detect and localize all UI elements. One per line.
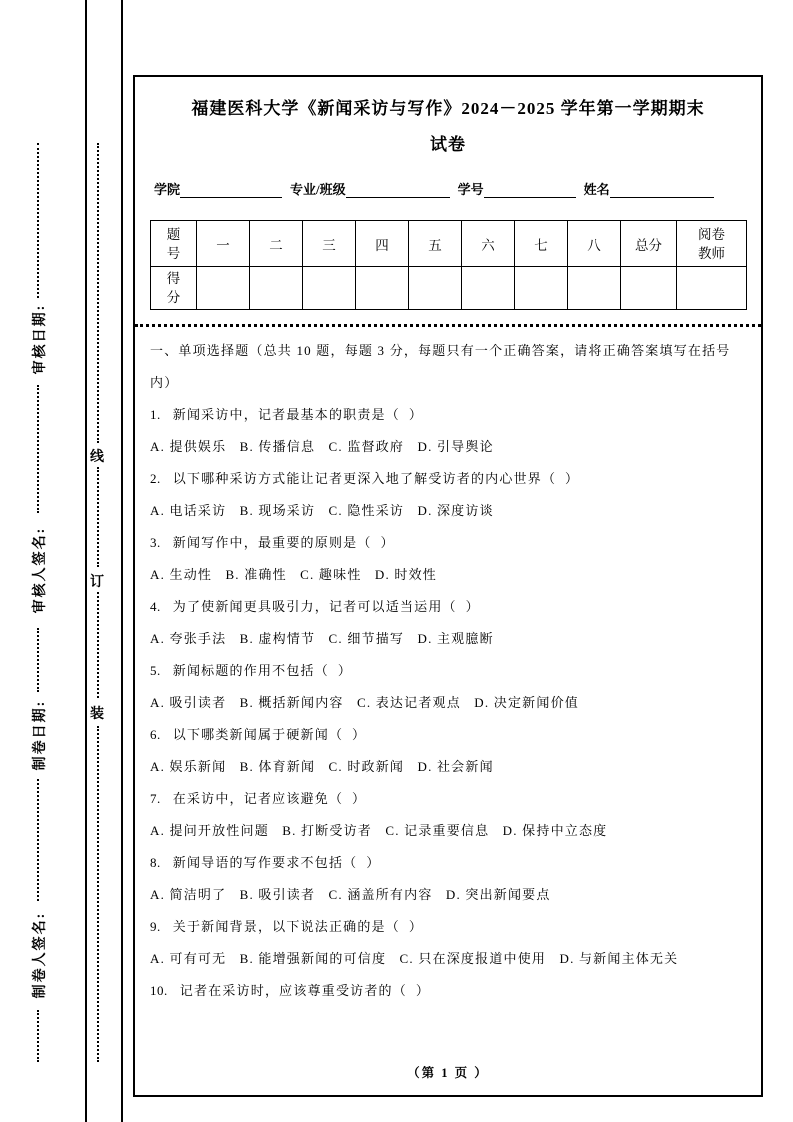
score-col-8: 八 <box>568 221 621 267</box>
major-class-field <box>290 179 450 198</box>
question-text: 新闻写作中，最重要的原则是（ ） <box>172 535 395 550</box>
exam-title <box>150 91 746 163</box>
binding-line-char: 线 <box>90 450 104 465</box>
dotted-line-segment <box>37 779 39 901</box>
score-col-5: 五 <box>409 221 462 267</box>
question-text: 新闻导语的写作要求不包括（ ） <box>172 855 381 870</box>
question-stem <box>150 463 746 495</box>
score-col-total: 总分 <box>621 221 677 267</box>
question-2 <box>150 463 746 527</box>
question-10 <box>150 975 746 1007</box>
question-text: 为了使新闻更具吸引力，记者可以适当运用（ ） <box>172 599 480 614</box>
question-text: 以下哪类新闻属于硬新闻（ ） <box>172 727 367 742</box>
question-text: 记者在采访时，应该尊重受访者的（ ） <box>179 983 431 998</box>
question-number: 5. <box>150 663 161 678</box>
page-number-footer: （第 1 页 ） <box>407 1066 489 1080</box>
binding-line-char: 订 <box>90 575 104 590</box>
question-stem <box>150 975 746 1007</box>
score-table <box>150 220 747 310</box>
exam-title-line1: 福建医科大学《新闻采访与写作》2024－2025 学年第一学期期末 <box>191 99 705 118</box>
question-8 <box>150 847 746 911</box>
question-stem <box>150 591 746 623</box>
seal-label-text: 制卷人签名: <box>33 911 48 999</box>
exam-body <box>150 335 746 1007</box>
score-input-cell <box>621 267 677 310</box>
name-field <box>584 179 714 198</box>
major-class-label: 专业/班级 <box>290 182 346 197</box>
question-stem <box>150 783 746 815</box>
name-label: 姓名 <box>583 182 610 197</box>
seal-label-text: 审核人签名: <box>33 526 48 614</box>
dotted-line-segment <box>37 385 39 513</box>
seal-label-text: 审核日期: <box>33 303 48 375</box>
question-9 <box>150 911 746 975</box>
question-number: 8. <box>150 855 161 870</box>
question-options: A. 电话采访 B. 现场采访 C. 隐性采访 D. 深度访谈 <box>150 503 494 518</box>
question-number: 6. <box>150 727 161 742</box>
question-1 <box>150 399 746 463</box>
question-options: A. 吸引读者 B. 概括新闻内容 C. 表达记者观点 D. 决定新闻价值 <box>150 695 579 710</box>
score-col-3: 三 <box>303 221 356 267</box>
student-info-row <box>154 179 742 198</box>
score-input-cell <box>515 267 568 310</box>
question-stem <box>150 527 746 559</box>
score-input-cell <box>250 267 303 310</box>
question-options: A. 夸张手法 B. 虚构情节 C. 细节描写 D. 主观臆断 <box>150 631 494 646</box>
question-number-header-cell <box>151 221 197 267</box>
score-input-cell <box>356 267 409 310</box>
dotted-line-segment <box>37 628 39 692</box>
score-input-cell <box>462 267 515 310</box>
score-table-header-row <box>151 221 747 267</box>
dotted-line-segment <box>37 143 39 298</box>
question-options: A. 提供娱乐 B. 传播信息 C. 监督政府 D. 引导舆论 <box>150 439 494 454</box>
college-blank <box>180 181 282 198</box>
question-text: 新闻标题的作用不包括（ ） <box>172 663 353 678</box>
question-number: 10. <box>150 983 168 998</box>
exam-title-line2: 试卷 <box>430 135 466 154</box>
question-6 <box>150 719 746 783</box>
question-4 <box>150 591 746 655</box>
dotted-line-segment <box>37 1010 39 1062</box>
seal-rule-line-left <box>85 0 87 1122</box>
dotted-separator <box>135 324 761 327</box>
seal-rule-line-right <box>121 0 123 1122</box>
score-input-cell <box>568 267 621 310</box>
question-options: A. 可有可无 B. 能增强新闻的可信度 C. 只在深度报道中使用 D. 与新闻主体无关 <box>150 951 679 966</box>
question-options: A. 简洁明了 B. 吸引读者 C. 涵盖所有内容 D. 突出新闻要点 <box>150 887 551 902</box>
student-id-label: 学号 <box>457 182 484 197</box>
question-5 <box>150 655 746 719</box>
question-number: 1. <box>150 407 161 422</box>
question-number: 4. <box>150 599 161 614</box>
question-options: A. 娱乐新闻 B. 体育新闻 C. 时政新闻 D. 社会新闻 <box>150 759 494 774</box>
question-7 <box>150 783 746 847</box>
binding-dotted-line <box>97 467 99 567</box>
student-id-field <box>458 179 576 198</box>
score-col-grader: 阅卷教师 <box>677 221 747 267</box>
question-3 <box>150 527 746 591</box>
score-col-7: 七 <box>515 221 568 267</box>
score-input-cell <box>409 267 462 310</box>
question-stem <box>150 655 746 687</box>
exam-sheet <box>133 75 763 1097</box>
seal-label-text: 制卷日期: <box>33 699 48 771</box>
name-blank <box>610 181 714 198</box>
question-number: 3. <box>150 535 161 550</box>
question-text: 新闻采访中，记者最基本的职责是（ ） <box>172 407 424 422</box>
score-col-4: 四 <box>356 221 409 267</box>
score-input-cell <box>303 267 356 310</box>
score-input-cell <box>677 267 747 310</box>
question-stem <box>150 847 746 879</box>
score-col-2: 二 <box>250 221 303 267</box>
major-class-blank <box>346 181 450 198</box>
score-row-header: 得分 <box>166 271 181 305</box>
college-field <box>154 179 282 198</box>
binding-dotted-line <box>97 143 99 443</box>
binding-dotted-line <box>97 592 99 698</box>
score-col-6: 六 <box>462 221 515 267</box>
section1-heading: 一、单项选择题（总共 10 题，每题 3 分，每题只有一个正确答案，请将正确答案填写在括号内） <box>150 343 731 390</box>
score-input-cell <box>197 267 250 310</box>
question-options: A. 生动性 B. 准确性 C. 趣味性 D. 时效性 <box>150 567 437 582</box>
question-stem <box>150 399 746 431</box>
question-number: 9. <box>150 919 161 934</box>
question-options: A. 提问开放性问题 B. 打断受访者 C. 记录重要信息 D. 保持中立态度 <box>150 823 608 838</box>
student-id-blank <box>484 181 576 198</box>
binding-dotted-line <box>97 726 99 1062</box>
question-text: 以下哪种采访方式能让记者更深入地了解受访者的内心世界（ ） <box>172 471 580 486</box>
college-label: 学院 <box>154 182 181 197</box>
question-number-header: 题号 <box>166 226 181 261</box>
question-stem <box>150 911 746 943</box>
score-row-header-cell <box>151 267 197 310</box>
question-text: 在采访中，记者应该避免（ ） <box>172 791 367 806</box>
question-number: 2. <box>150 471 161 486</box>
question-text: 关于新闻背景，以下说法正确的是（ ） <box>172 919 424 934</box>
score-table-score-row <box>151 267 747 310</box>
question-stem <box>150 719 746 751</box>
binding-line-char: 装 <box>90 707 104 722</box>
score-col-1: 一 <box>197 221 250 267</box>
question-number: 7. <box>150 791 161 806</box>
